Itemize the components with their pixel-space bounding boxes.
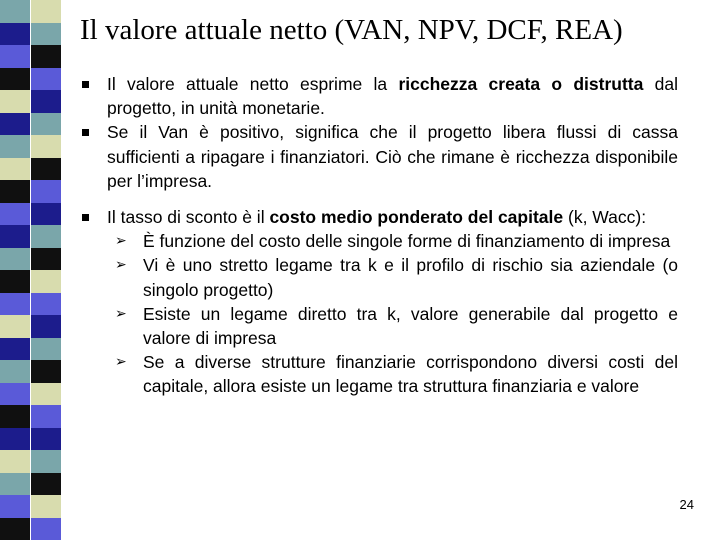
strip-cell (31, 225, 61, 248)
arrow-bullet-icon: ➢ (115, 233, 127, 250)
slide-body (82, 72, 678, 399)
sub-item-text: Se a diverse strutture finanziarie corrispondono diversi costi del capitale, allora esiste un legame tra struttura finanziaria e valore (143, 352, 678, 397)
strip-cell (0, 428, 30, 451)
bullet-text-3 (107, 207, 646, 227)
strip-cell (0, 158, 30, 181)
strip-cell (31, 495, 61, 518)
strip-cell (0, 90, 30, 113)
bullet-item-2 (82, 120, 678, 193)
text-segment: Il valore attuale netto esprime la (107, 74, 399, 94)
strip-cell (0, 405, 30, 428)
strip-cell (0, 45, 30, 68)
sub-item-text: Vi è uno stretto legame tra k e il profilo di rischio sia aziendale (o singolo progetto) (143, 255, 678, 300)
strip-cell (31, 450, 61, 473)
sub-item-text: È funzione del costo delle singole forme di finanziamento di impresa (143, 231, 671, 252)
strip-cell (0, 315, 30, 338)
strip-cell (31, 518, 61, 540)
square-bullet-icon (82, 81, 89, 88)
strip-cell (31, 293, 61, 316)
strip-cell (31, 135, 61, 158)
strip-cell (31, 180, 61, 203)
bullet-text-2: Se il Van è positivo, significa che il progetto libera flussi di cassa sufficienti a ripagare i finanziatori. Ciò che rimane è ricchezza disponibile per l’impresa. (107, 122, 678, 191)
strip-cell (0, 0, 30, 23)
strip-cell (31, 0, 61, 23)
strip-column-left (0, 0, 30, 540)
strip-cell (31, 315, 61, 338)
strip-cell (0, 450, 30, 473)
strip-cell (31, 248, 61, 271)
strip-cell (0, 383, 30, 406)
strip-cell (31, 45, 61, 68)
strip-cell (0, 23, 30, 46)
decorative-color-strip (0, 0, 61, 540)
strip-cell (0, 180, 30, 203)
strip-cell (0, 135, 30, 158)
strip-cell (0, 338, 30, 361)
square-bullet-icon (82, 214, 89, 221)
text-segment: dal progetto, in unità monetarie. (107, 74, 678, 119)
strip-cell (0, 225, 30, 248)
strip-cell (0, 293, 30, 316)
strip-cell (0, 248, 30, 271)
strip-cell (31, 270, 61, 293)
bold-segment: ricchezza creata o distrutta (398, 74, 644, 94)
sub-item-3 (107, 302, 678, 350)
sub-item-2 (107, 253, 678, 301)
bold-segment: costo medio ponderato del capitale (269, 207, 564, 228)
strip-cell (0, 518, 30, 540)
sub-item-1 (107, 229, 678, 253)
arrow-bullet-icon: ➢ (115, 305, 127, 322)
strip-cell (0, 203, 30, 226)
strip-cell (0, 113, 30, 136)
strip-cell (0, 360, 30, 383)
bullet-text-1 (107, 74, 678, 118)
strip-cell (31, 428, 61, 451)
strip-cell (31, 338, 61, 361)
strip-cell (31, 383, 61, 406)
arrow-bullet-icon: ➢ (115, 354, 127, 371)
page-number: 24 (679, 497, 694, 512)
sub-item-text: Esiste un legame diretto tra k, valore generabile dal progetto e valore di impresa (143, 303, 678, 349)
bullet-item-1 (82, 72, 678, 120)
text-segment: (k, Wacc): (563, 207, 647, 228)
bullet-item-3 (82, 205, 678, 399)
strip-column-right (31, 0, 61, 540)
strip-cell (0, 473, 30, 496)
text-segment: Il tasso di sconto è il (107, 207, 270, 228)
strip-cell (0, 270, 30, 293)
strip-cell (31, 113, 61, 136)
strip-cell (31, 360, 61, 383)
slide-title: Il valore attuale netto (VAN, NPV, DCF, REA) (80, 14, 623, 46)
strip-cell (31, 90, 61, 113)
strip-cell (0, 495, 30, 518)
strip-cell (0, 68, 30, 91)
strip-cell (31, 68, 61, 91)
square-bullet-icon (82, 129, 89, 136)
strip-cell (31, 158, 61, 181)
strip-cell (31, 405, 61, 428)
arrow-bullet-icon: ➢ (115, 257, 127, 274)
sub-item-4 (107, 350, 678, 398)
strip-cell (31, 203, 61, 226)
strip-cell (31, 473, 61, 496)
strip-cell (31, 23, 61, 46)
